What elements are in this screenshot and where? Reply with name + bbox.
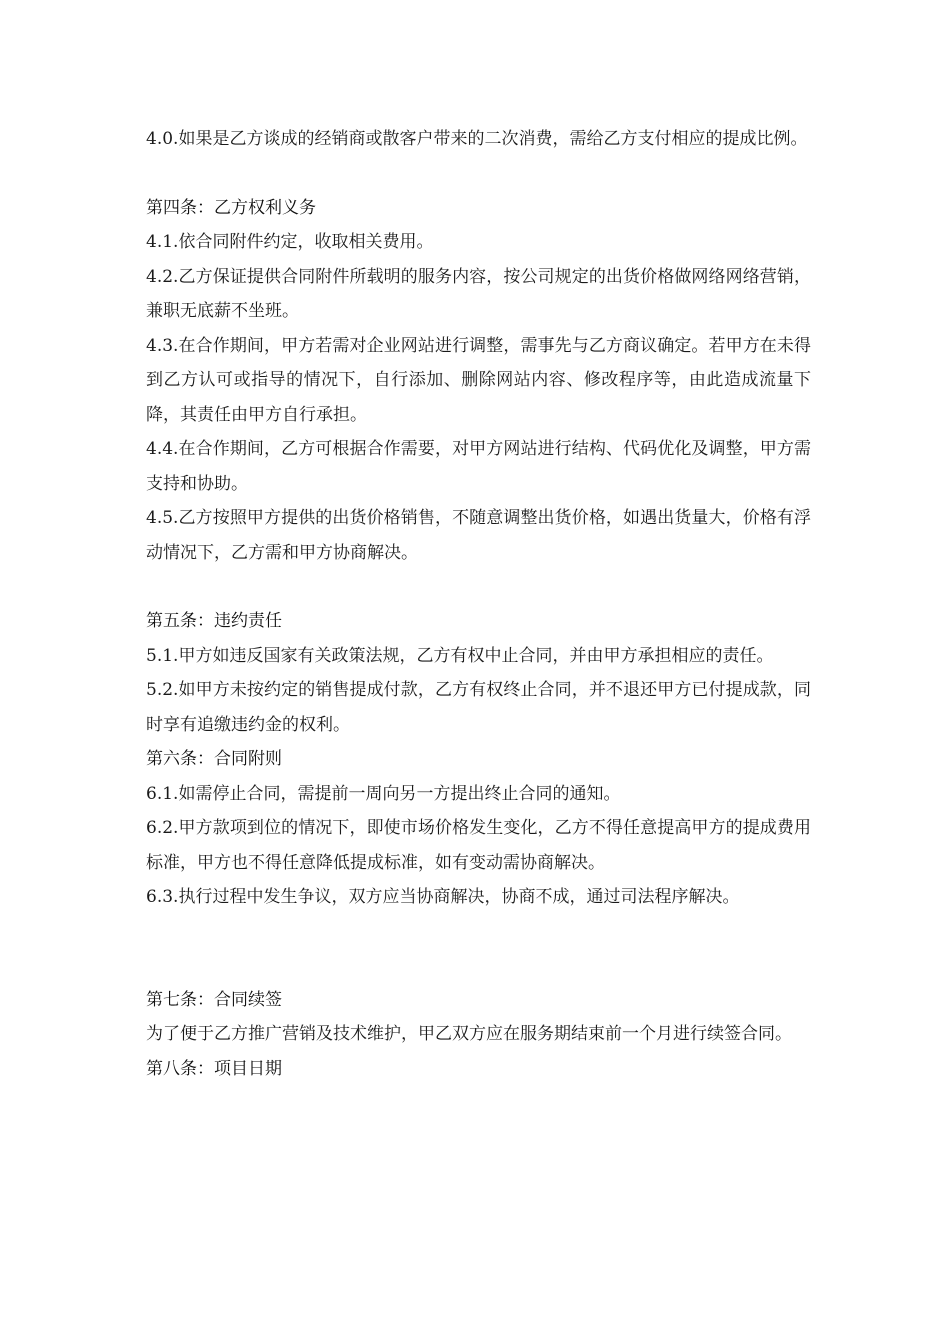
spacer xyxy=(146,915,811,983)
clause-4-0: 4.0.如果是乙方谈成的经销商或散客户带来的二次消费，需给乙方支付相应的提成比例。 xyxy=(146,129,808,149)
clause-4-1: 4.1.依合同附件约定，收取相关费用。 xyxy=(146,232,434,252)
document-page xyxy=(146,122,811,1086)
section-6-heading: 第六条：合同附则 xyxy=(146,749,282,769)
clause-6-2: 6.2.甲方款项到位的情况下，即使市场价格发生变化，乙方不得任意提高甲方的提成费用标准，甲方也不得任意降低提成标准，如有变动需协商解决。 xyxy=(146,818,811,873)
clause-5-2: 5.2.如甲方未按约定的销售提成付款，乙方有权终止合同，并不退还甲方已付提成款，同时享有追缴违约金的权利。 xyxy=(146,680,811,735)
clause-6-3: 6.3.执行过程中发生争议，双方应当协商解决，协商不成，通过司法程序解决。 xyxy=(146,887,740,907)
section-8-heading: 第八条：项目日期 xyxy=(146,1058,282,1079)
section-7-body: 为了便于乙方推广营销及技术维护，甲乙双方应在服务期结束前一个月进行续签合同。 xyxy=(146,1024,792,1044)
clause-4-5: 4.5.乙方按照甲方提供的出货价格销售，不随意调整出货价格，如遇出货量大，价格有浮动情况下，乙方需和甲方协商解决。 xyxy=(146,508,811,563)
clause-4-2: 4.2.乙方保证提供合同附件所载明的服务内容，按公司规定的出货价格做网络网络营销，兼职无底薪不坐班。 xyxy=(146,266,811,321)
section-7-heading: 第七条：合同续签 xyxy=(146,989,282,1010)
spacer xyxy=(146,157,811,191)
section-4-heading: 第四条：乙方权利义务 xyxy=(146,197,316,218)
clause-6-1: 6.1.如需停止合同，需提前一周向另一方提出终止合同的通知。 xyxy=(146,783,621,804)
clause-4-3: 4.3.在合作期间，甲方若需对企业网站进行调整，需事先与乙方商议确定。若甲方在未得到乙方认可或指导的情况下，自行添加、删除网站内容、修改程序等，由此造成流量下降，其责任由甲方自行承担。 xyxy=(146,335,811,425)
section-5-heading: 第五条：违约责任 xyxy=(146,611,282,631)
spacer xyxy=(146,570,811,604)
clause-4-4: 4.4.在合作期间，乙方可根据合作需要，对甲方网站进行结构、代码优化及调整，甲方需支持和协助。 xyxy=(146,439,811,494)
clause-5-1: 5.1.甲方如违反国家有关政策法规，乙方有权中止合同，并由甲方承担相应的责任。 xyxy=(146,645,774,666)
